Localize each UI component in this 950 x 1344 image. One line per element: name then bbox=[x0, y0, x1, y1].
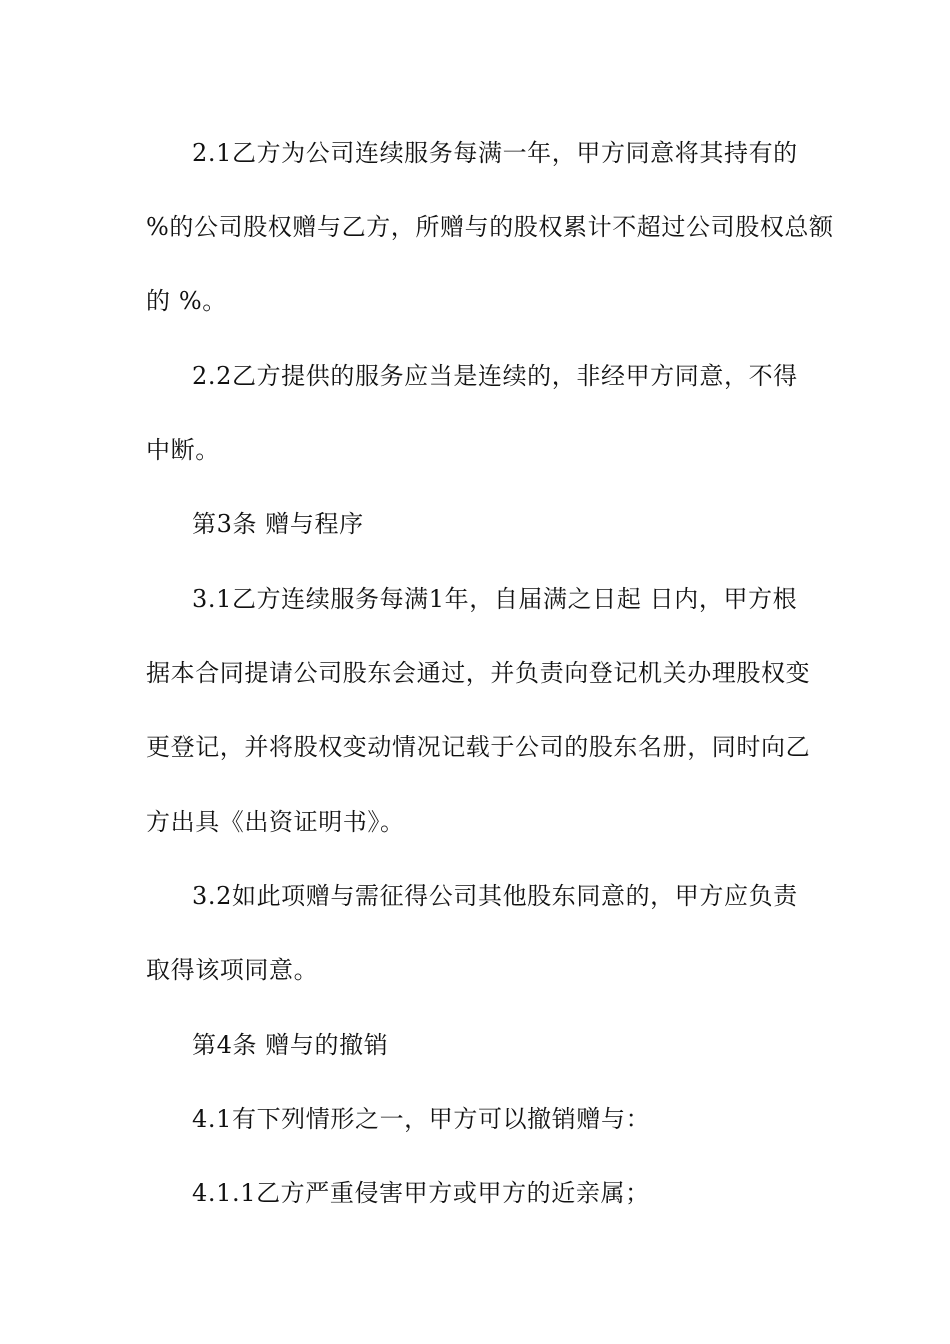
clause-3-1-line-2: 据本合同提请公司股东会通过，并负责向登记机关办理股权变 bbox=[146, 659, 811, 687]
clause-3-1-line-1: 3.1乙方连续服务每满1年，自届满之日起 日内，甲方根 bbox=[192, 585, 798, 613]
article-3-heading: 第3条 赠与程序 bbox=[192, 510, 364, 538]
clause-2-2-line-2: 中断。 bbox=[146, 436, 220, 464]
clause-3-2-line-1: 3.2如此项赠与需征得公司其他股东同意的，甲方应负责 bbox=[192, 882, 798, 910]
clause-3-2-line-2: 取得该项同意。 bbox=[146, 956, 319, 984]
clause-4-1-1-line: 4.1.1乙方严重侵害甲方或甲方的近亲属； bbox=[192, 1179, 650, 1207]
clause-3-1-line-3: 更登记，并将股权变动情况记载于公司的股东名册，同时向乙 bbox=[146, 733, 811, 761]
clause-2-2-line-1: 2.2乙方提供的服务应当是连续的，非经甲方同意，不得 bbox=[192, 362, 798, 390]
clause-2-1-line-1: 2.1乙方为公司连续服务每满一年，甲方同意将其持有的 bbox=[192, 139, 798, 167]
clause-4-1-line: 4.1有下列情形之一，甲方可以撤销赠与： bbox=[192, 1105, 651, 1133]
article-4-heading: 第4条 赠与的撤销 bbox=[192, 1031, 389, 1059]
clause-2-1-line-3: 的 %。 bbox=[146, 287, 227, 315]
clause-3-1-line-4: 方出具《出资证明书》。 bbox=[146, 808, 405, 836]
clause-2-1-line-2: %的公司股权赠与乙方，所赠与的股权累计不超过公司股权总额 bbox=[146, 213, 834, 241]
